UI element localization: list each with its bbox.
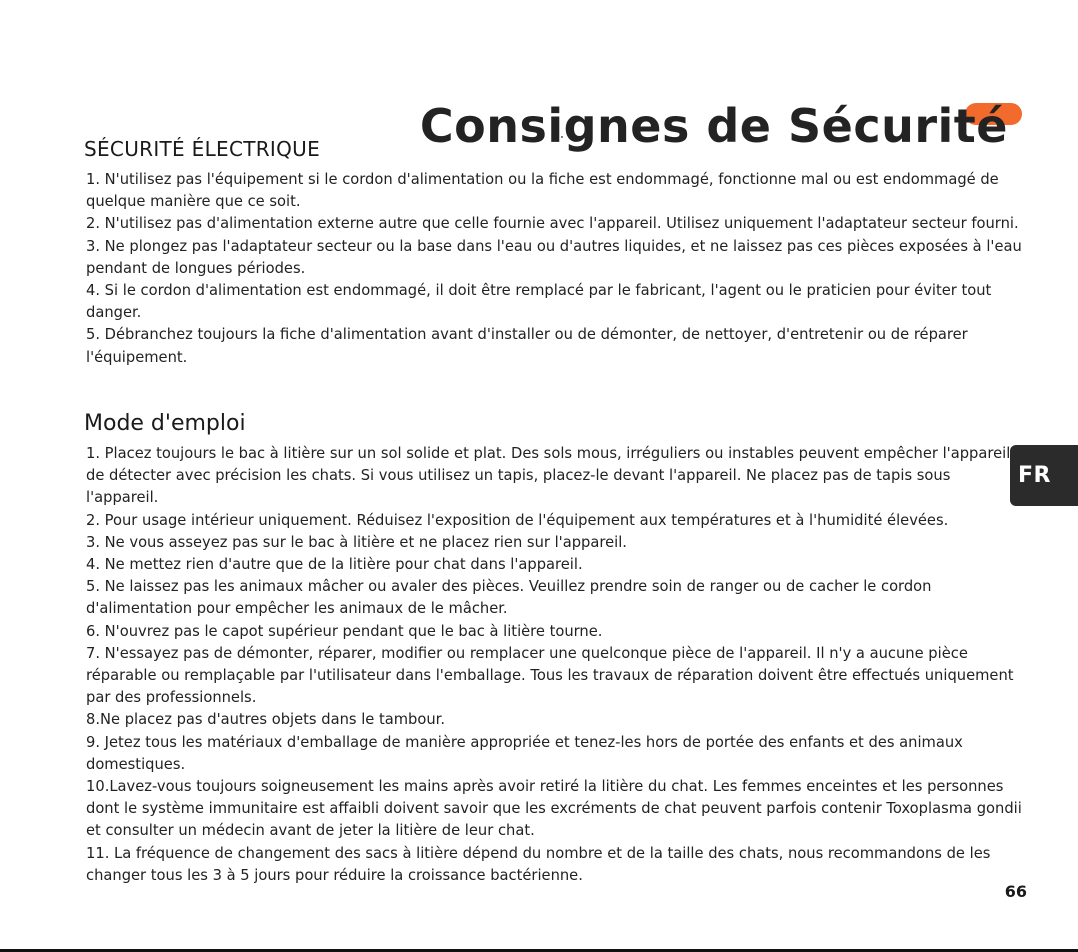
page-number: 66 — [1004, 882, 1027, 901]
list-item: 2. N'utilisez pas d'alimentation externe autre que celle fournie avec l'appareil. Utilisez uniquement l'adaptateur secteur fourni. — [86, 215, 1019, 233]
list-item: 8.Ne placez pas d'autres objets dans le tambour. — [86, 711, 446, 729]
list-item: 3. Ne plongez pas l'adaptateur secteur ou la base dans l'eau ou d'autres liquides, et ne laissez pas ces pièces exposées à l'eau pendant de longues périodes. — [86, 237, 1022, 277]
list-item: 3. Ne vous asseyez pas sur le bac à litière et ne placez rien sur l'appareil. — [86, 533, 627, 551]
section-electrical-safety — [84, 137, 1024, 369]
list-item: 1. N'utilisez pas l'équipement si le cordon d'alimentation ou la fiche est endommagé, fonctionne mal ou est endommagé de quelque manière que ce soit. — [86, 171, 999, 211]
list-item: 7. N'essayez pas de démonter, réparer, modifier ou remplacer une quelconque pièce de l'appareil. Il n'y a aucune pièce réparable ou remplaçable par l'utilisateur dans l'emballage. Tous les travaux de réparation doivent être effectués uniquement par des professionnels. — [86, 644, 1014, 707]
section-heading-usage: Mode d'emploi — [84, 411, 246, 436]
list-item: 11. La fréquence de changement des sacs à litière dépend du nombre et de la taille des chats, nous recommandons de les changer tous les 3 à 5 jours pour réduire la croissance bactérienne. — [86, 844, 991, 884]
list-item: 9. Jetez tous les matériaux d'emballage de manière appropriée et tenez-les hors de portée des enfants et des animaux domestiques. — [86, 733, 963, 773]
list-item: 4. Si le cordon d'alimentation est endommagé, il doit être remplacé par le fabricant, l'agent ou le praticien pour éviter tout danger. — [86, 282, 992, 322]
list-item: 5. Ne laissez pas les animaux mâcher ou avaler des pièces. Veuillez prendre soin de ranger ou de cacher le cordon d'alimentation pour empêcher les animaux de le mâcher. — [86, 578, 932, 618]
list-item: 2. Pour usage intérieur uniquement. Réduisez l'exposition de l'équipement aux températures et à l'humidité élevées. — [86, 511, 949, 529]
language-tab[interactable]: FR — [1010, 445, 1078, 506]
list-item: 10.Lavez-vous toujours soigneusement les mains après avoir retiré la litière du chat. Les femmes enceintes et les personnes dont le système immunitaire est affaibli doivent savoir que les excréments de chat peuvent parfois contenir Toxoplasma gondii et consulter un médecin avant de jeter la litière de leur chat. — [86, 778, 1022, 840]
electrical-safety-list — [84, 169, 1024, 369]
page-title: Consignes de Sécurité — [419, 98, 1008, 153]
usage-instructions-list — [84, 443, 1024, 887]
section-heading-electrical: SÉCURITÉ ÉLECTRIQUE — [84, 137, 321, 161]
list-item: 5. Débranchez toujours la fiche d'alimentation avant d'installer ou de démonter, de nettoyer, d'entretenir ou de réparer l'équipement. — [86, 326, 968, 366]
list-item: 6. N'ouvrez pas le capot supérieur pendant que le bac à litière tourne. — [86, 622, 603, 640]
section-usage-instructions — [84, 411, 1024, 887]
list-item: 1. Placez toujours le bac à litière sur un sol solide et plat. Des sols mous, irréguliers ou instables peuvent empêcher l'appareil de détecter avec précision les chats. Si vous utilisez un tapis, placez-le devant l'appareil. Ne placez pas de tapis sous l'appareil. — [86, 445, 1011, 507]
list-item: 4. Ne mettez rien d'autre que de la litière pour chat dans l'appareil. — [86, 556, 583, 574]
